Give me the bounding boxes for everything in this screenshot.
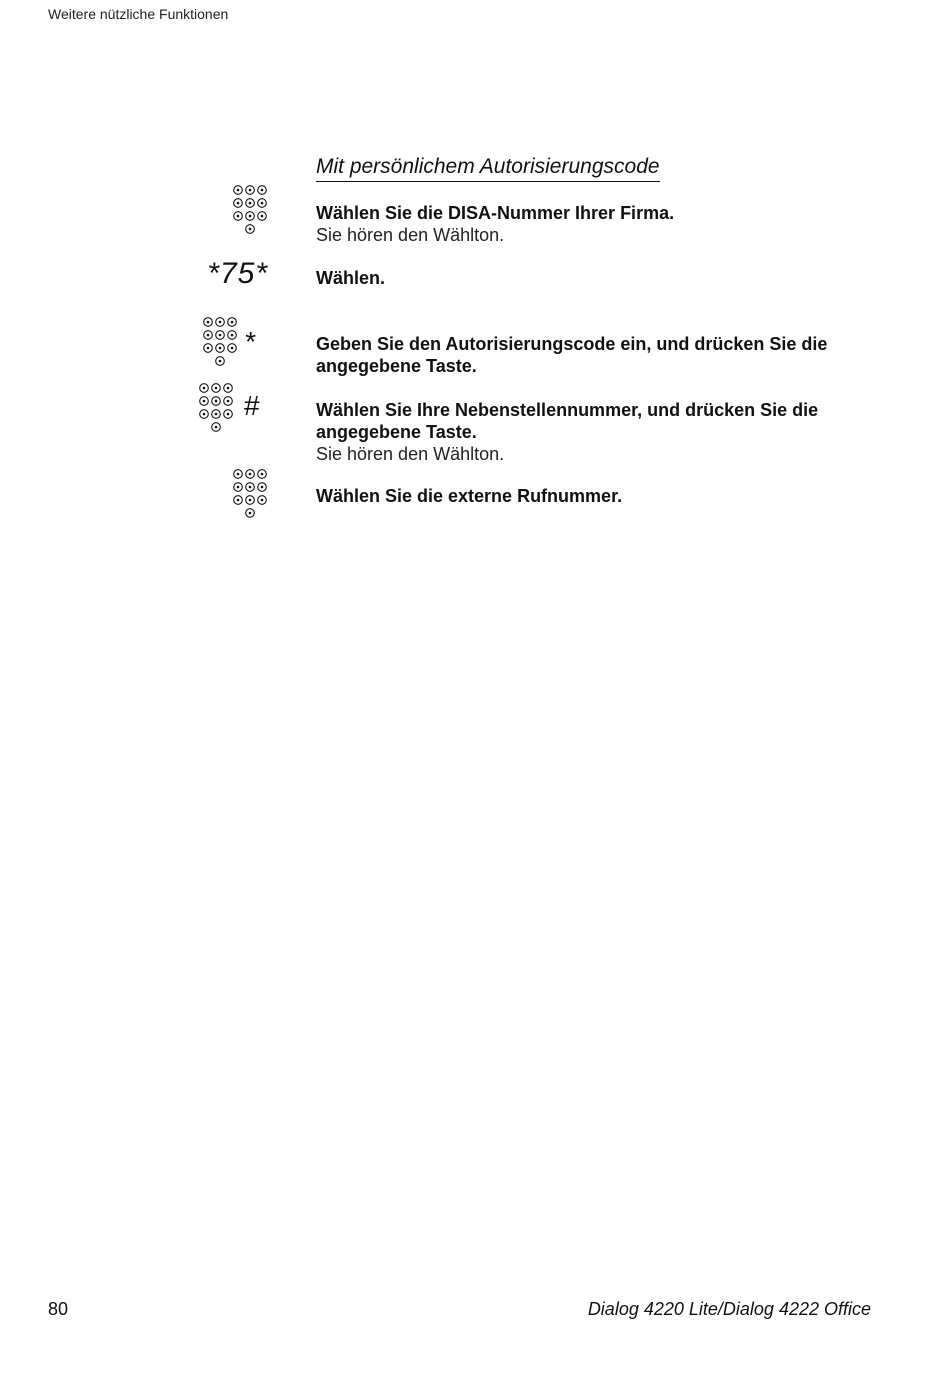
section-title: Mit persönlichem Autorisierungscode (316, 154, 660, 182)
step-instruction: Wählen. (316, 268, 386, 288)
step-instruction: Wählen Sie die externe Rufnummer. (316, 486, 623, 506)
code-75-text: *75* (207, 257, 268, 290)
page-number: 80 (48, 1299, 69, 1319)
keypad-icon (232, 184, 268, 236)
product-name: Dialog 4220 Lite/Dialog 4222 Office (587, 1299, 871, 1319)
hash-key-symbol: # (244, 390, 260, 421)
step-instruction: Wählen Sie Ihre Nebenstellennummer, und drücken Sie die angegebene Taste. (316, 400, 819, 442)
step-instruction: Geben Sie den Autorisierungscode ein, und drücken Sie die angegebene Taste. (316, 334, 828, 376)
step-instruction: Wählen Sie die DISA-Nummer Ihrer Firma. (316, 203, 675, 223)
keypad-icon (232, 468, 268, 520)
step-note: Sie hören den Wählton. (316, 225, 505, 245)
running-header: Weitere nützliche Funktionen (48, 6, 229, 22)
keypad-hash-icon (198, 382, 234, 434)
keypad-star-icon (202, 316, 238, 368)
star-key-symbol: * (244, 326, 255, 357)
step-note: Sie hören den Wählton. (316, 444, 505, 464)
code-75-icon (207, 257, 268, 291)
